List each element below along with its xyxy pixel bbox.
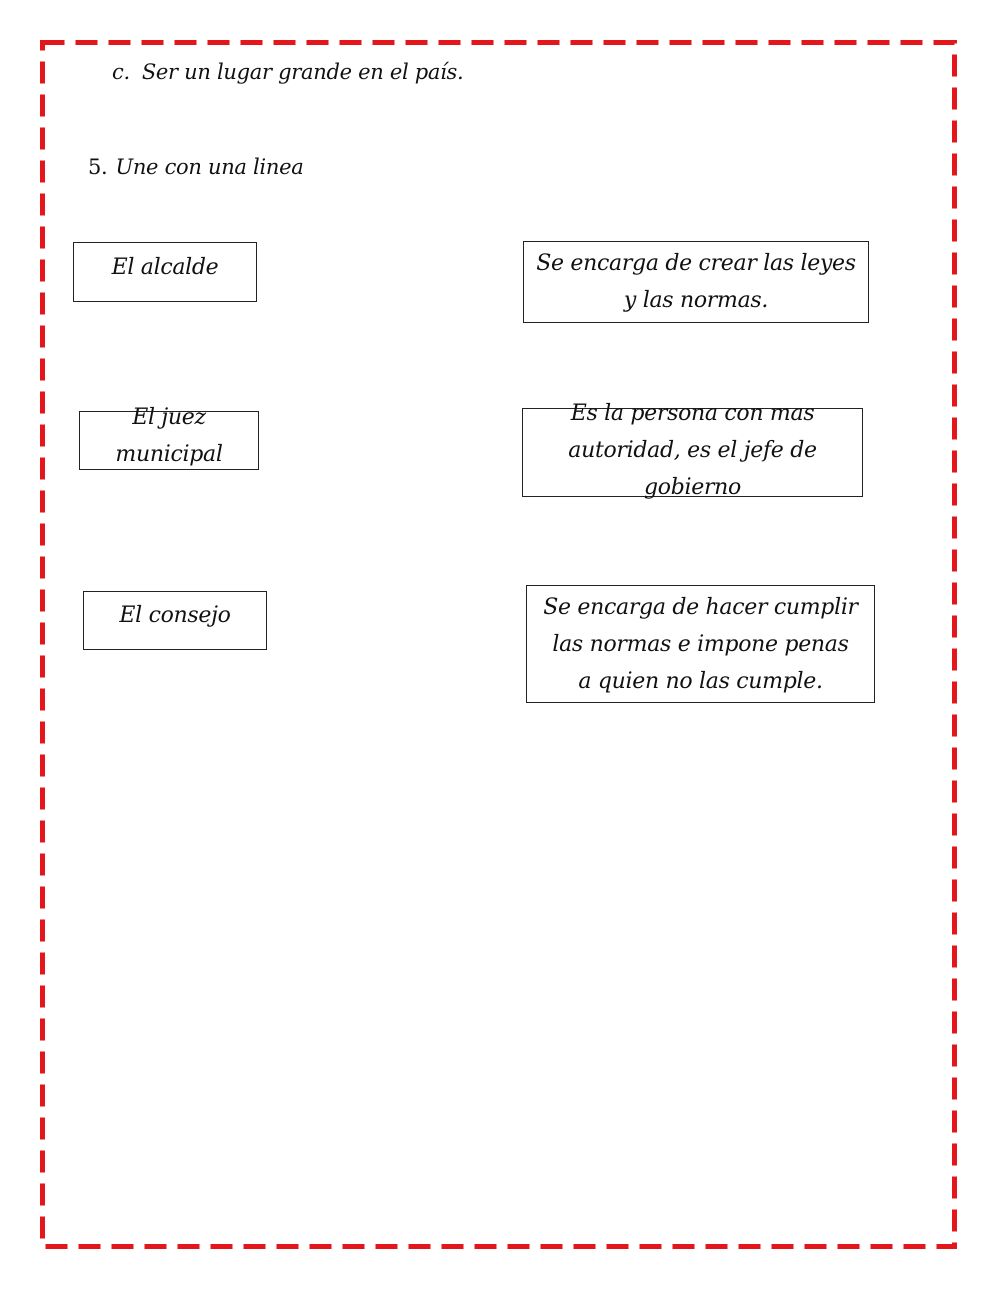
answer-option-c xyxy=(112,60,463,84)
match-left-label: El juez municipal xyxy=(115,404,223,467)
match-right-item[interactable] xyxy=(526,585,875,703)
match-right-label: Es la persona con mas autoridad, es el jefe de gobierno xyxy=(568,401,817,500)
match-right-item[interactable] xyxy=(523,241,869,323)
match-right-label: Se encarga de hacer cumplir las normas e impone penas a quien no las cumple. xyxy=(543,594,858,694)
match-left-label: El consejo xyxy=(119,603,231,628)
match-left-item[interactable] xyxy=(83,591,267,650)
option-text: Ser un lugar grande en el país. xyxy=(141,60,464,84)
match-right-label: Se encarga de crear las leyes y las normas. xyxy=(536,251,856,313)
question-number: 5. xyxy=(88,155,108,179)
question-heading xyxy=(88,155,303,179)
match-left-label: El alcalde xyxy=(111,254,219,280)
match-left-item[interactable] xyxy=(79,404,259,470)
match-left-item[interactable] xyxy=(73,242,257,302)
match-right-item[interactable] xyxy=(522,401,863,500)
question-text: Une con una linea xyxy=(115,155,304,179)
option-marker: c. xyxy=(112,60,130,84)
